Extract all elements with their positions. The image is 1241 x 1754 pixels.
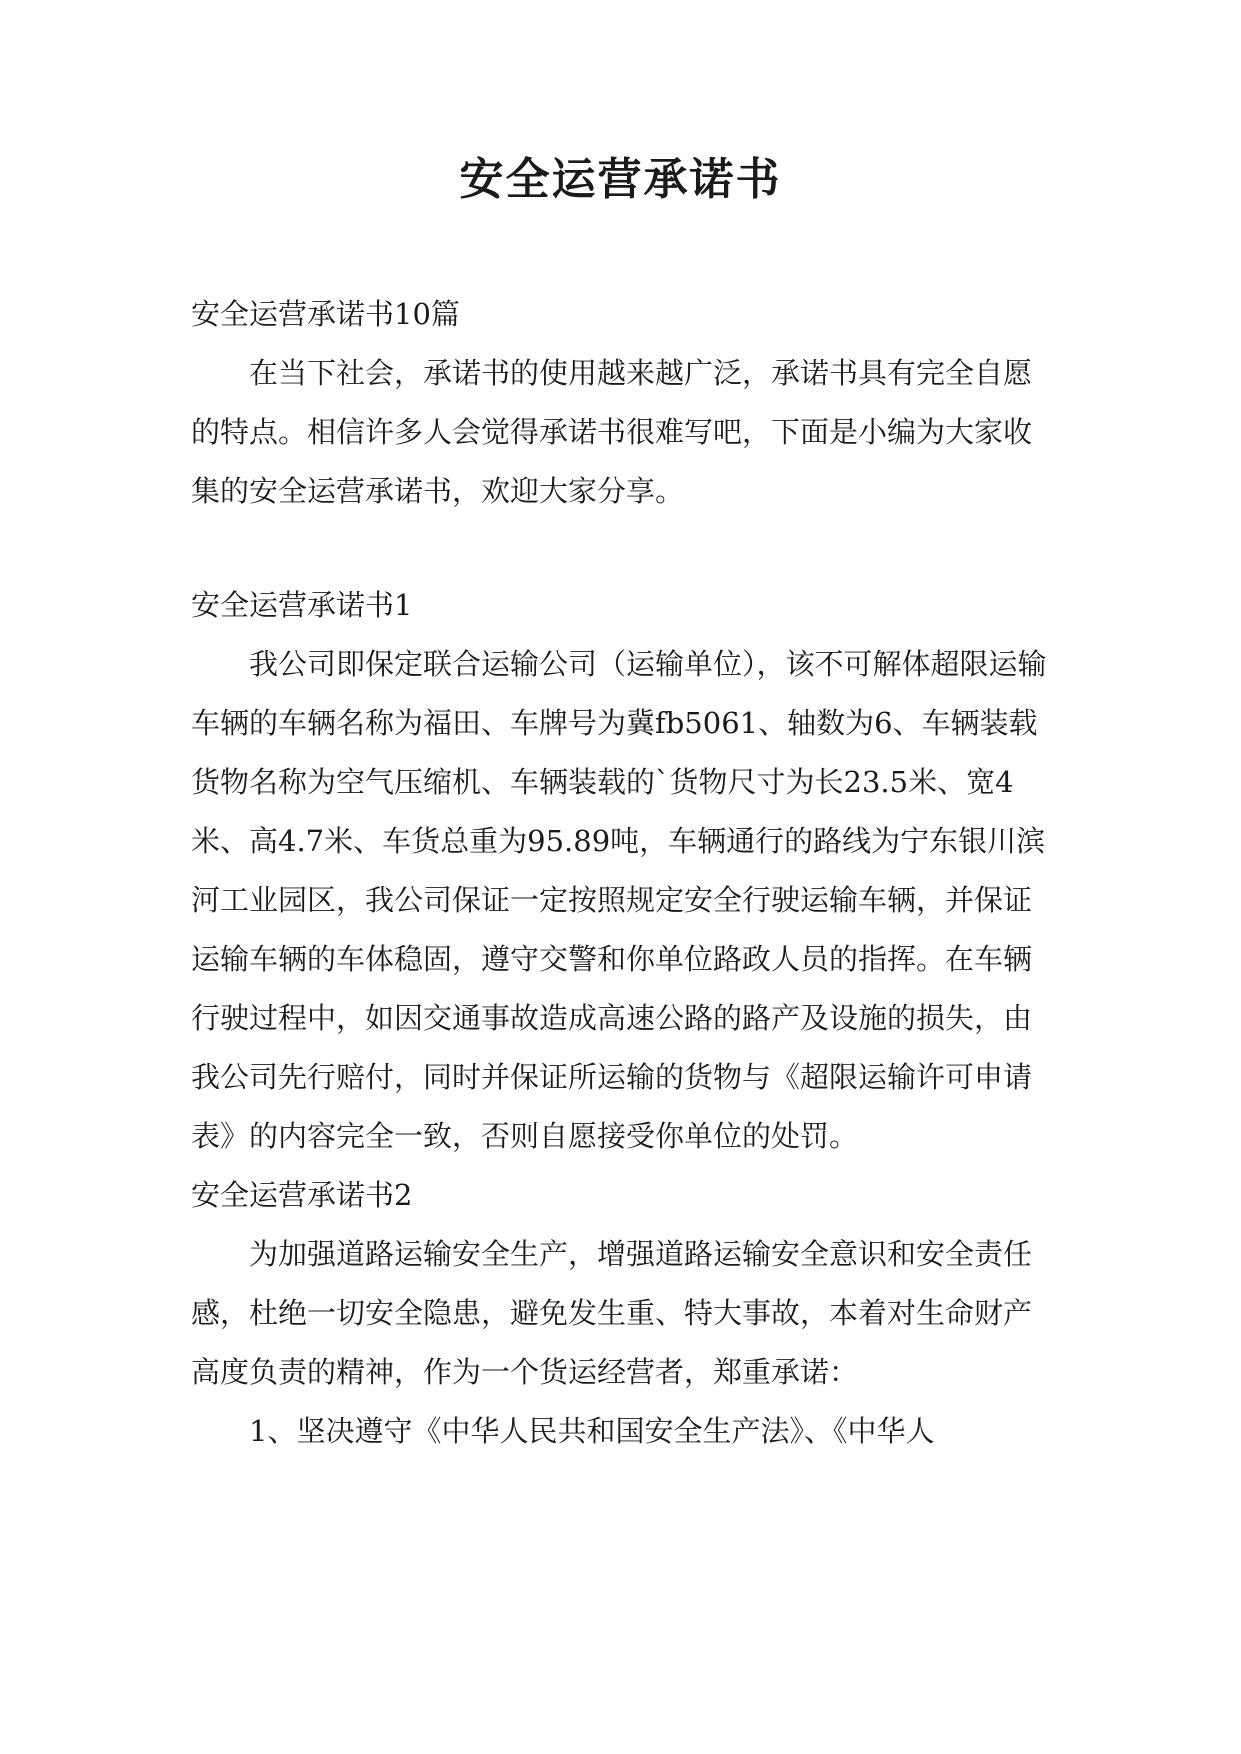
intro-paragraph: 在当下社会，承诺书的使用越来越广泛，承诺书具有完全自愿的特点。相信许多人会觉得承诺书很难写吧，下面是小编为大家收集的安全运营承诺书，欢迎大家分享。: [191, 356, 1033, 508]
section2-paragraph: 为加强道路运输安全生产，增强道路运输安全意识和安全责任感，杜绝一切安全隐患，避免发生重、特大事故，本着对生命财产高度负责的精神，作为一个货运经营者，郑重承诺：: [191, 1237, 1033, 1389]
section-gap: [191, 521, 1051, 576]
section2-item-1: 1、坚决遵守《中华人民共和国安全生产法》、《中华人: [249, 1414, 935, 1448]
section1-paragraph: 我公司即保定联合运输公司（运输单位），该不可解体超限运输车辆的车辆名称为福田、车牌号为冀fb5061、轴数为6、车辆装载货物名称为空气压缩机、车辆装载的`货物尺寸为长23.5米、宽4米、高4.7米、车货总重为95.89吨，车辆通行的路线为宁东银川滨河工业园区，我公司保证一定按照规定安全行驶运输车辆，并保证运输车辆的车体稳固，遵守交警和你单位路政人员的指挥。在车辆行驶过程中，如因交通事故造成高速公路的路产及设施的损失，由我公司先行赔付，同时并保证所运输的货物与《超限运输许可申请表》的内容完全一致，否则自愿接受你单位的处罚。: [191, 647, 1047, 1153]
section1-heading: 安全运营承诺书1: [191, 588, 413, 622]
intro-heading: 安全运营承诺书10篇: [191, 297, 460, 331]
document-body: [191, 285, 1051, 1461]
section2-heading: 安全运营承诺书2: [191, 1178, 413, 1212]
document-title: 安全运营承诺书: [459, 154, 782, 205]
